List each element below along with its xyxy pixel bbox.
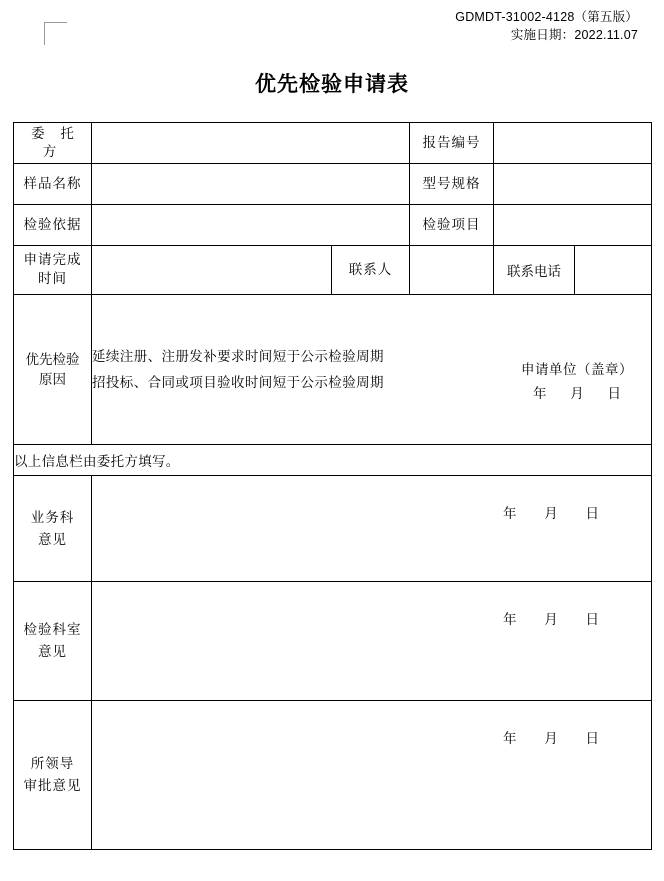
label-director-approval-l2: 审批意见 (23, 778, 82, 793)
doc-code: GDMDT-31002-4128（第五版） (455, 10, 638, 24)
value-model-spec[interactable] (494, 164, 652, 205)
label-business-dept-opinion-l2: 意见 (38, 531, 67, 547)
label-inspection-basis: 检验依据 (14, 205, 92, 246)
label-contact-phone: 联系电话 (494, 246, 575, 294)
label-lab-dept-opinion-l2: 意见 (38, 644, 67, 659)
label-inspection-item: 检验项目 (410, 205, 494, 246)
priority-inspection-form (13, 122, 652, 850)
table-row (14, 123, 652, 164)
label-lab-dept-opinion (14, 582, 92, 701)
label-sample-name: 样品名称 (14, 164, 92, 205)
value-completion-time[interactable] (92, 246, 332, 295)
value-contact-person[interactable] (410, 246, 494, 295)
value-contact-phone[interactable] (574, 246, 651, 294)
label-completion-time-l2: 时间 (38, 271, 67, 286)
label-director-approval (14, 701, 92, 850)
table-row-note (14, 445, 652, 476)
label-priority-reason-l1: 优先检验 (25, 351, 80, 367)
table-row-opinion (14, 476, 652, 582)
effective-date: 实施日期：2022.11.07 (510, 28, 638, 43)
director-approval-date[interactable]: 年 月 日 (502, 731, 611, 746)
director-approval-body[interactable] (92, 701, 652, 850)
applicant-stamp-label: 申请单位（盖章） (521, 362, 633, 377)
priority-reason-body (92, 295, 652, 445)
label-business-dept-opinion-l1: 业务科 (30, 509, 75, 525)
label-completion-time-l1: 申请完成 (23, 252, 82, 268)
label-completion-time (14, 246, 92, 295)
label-business-dept-opinion (14, 476, 92, 582)
page-title: 优先检验申请表 (255, 73, 409, 96)
table-row (14, 164, 652, 205)
business-dept-opinion-date[interactable]: 年 月 日 (502, 506, 611, 521)
form-note: 以上信息栏由委托方填写。 (14, 445, 652, 476)
lab-dept-opinion-date[interactable]: 年 月 日 (502, 612, 611, 627)
label-client: 委 托 方 (14, 123, 92, 164)
lab-dept-opinion-body[interactable] (92, 582, 652, 701)
label-priority-reason (14, 295, 92, 445)
value-inspection-item[interactable] (494, 205, 652, 246)
table-row-opinion (14, 701, 652, 850)
table-row-opinion (14, 582, 652, 701)
document-header (455, 8, 638, 44)
value-sample-name[interactable] (92, 164, 410, 205)
value-report-no[interactable] (494, 123, 652, 164)
label-director-approval-l1: 所领导 (30, 756, 75, 772)
label-contact-person: 联系人 (332, 246, 410, 295)
label-lab-dept-opinion-l1: 检验科室 (23, 622, 82, 638)
reason-option-2[interactable]: 招投标、合同或项目验收时间短于公示检验周期 (92, 374, 384, 390)
label-model-spec: 型号规格 (410, 164, 494, 205)
business-dept-opinion-body[interactable] (92, 476, 652, 582)
corner-crop-mark (44, 22, 67, 45)
contact-phone-cell (494, 246, 652, 295)
applicant-stamp-date[interactable]: 年 月 日 (532, 386, 631, 401)
table-row (14, 205, 652, 246)
table-row-reason (14, 295, 652, 445)
value-client[interactable] (92, 123, 410, 164)
value-inspection-basis[interactable] (92, 205, 410, 246)
table-row (14, 246, 652, 295)
label-priority-reason-l2: 原因 (39, 371, 66, 387)
applicant-stamp-block (521, 358, 633, 402)
label-report-no: 报告编号 (410, 123, 494, 164)
reason-option-1[interactable]: 延续注册、注册发补要求时间短于公示检验周期 (92, 348, 384, 364)
